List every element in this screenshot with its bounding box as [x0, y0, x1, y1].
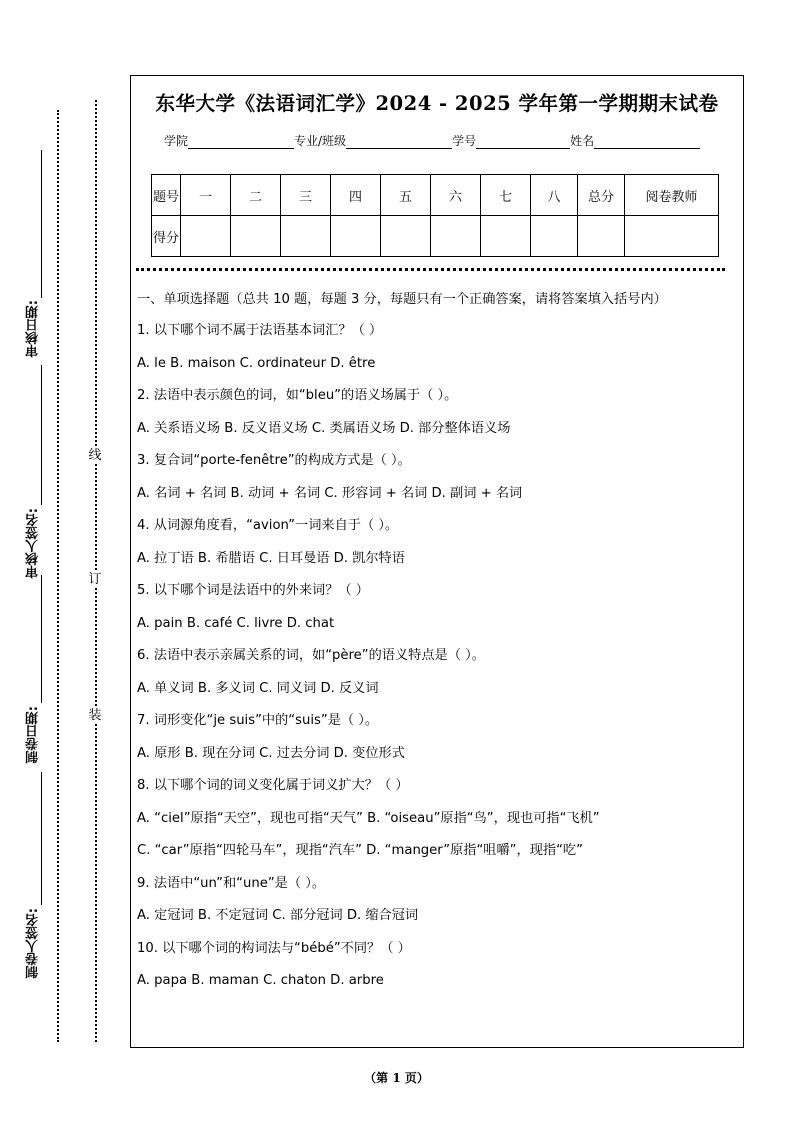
question-4-options: A. 拉丁语 B. 希腊语 C. 日耳曼语 D. 凯尔特语 [137, 550, 405, 566]
score-col-header: 六 [431, 175, 481, 216]
score-cell[interactable] [331, 216, 381, 257]
score-col-header: 四 [331, 175, 381, 216]
question-1-options: A. le B. maison C. ordinateur D. être [137, 355, 376, 371]
binding-mark-zhuang: 装 [88, 708, 102, 723]
question-6-options: A. 单义词 B. 多义词 C. 同义词 D. 反义词 [137, 680, 379, 696]
score-table-row-label: 得分 [152, 216, 181, 257]
binding-mark-ding: 订 [88, 572, 102, 587]
score-col-header: 三 [281, 175, 331, 216]
page-number: （第 1 页） [364, 1071, 429, 1085]
score-table-score-row [152, 216, 719, 257]
name-label: 姓名 [570, 134, 595, 148]
reviewer-date-label: 审核日期: [26, 300, 41, 358]
question-1: 1. 以下哪个词不属于法语基本词汇？（ ） [137, 323, 383, 338]
score-cell[interactable] [531, 216, 578, 257]
college-blank[interactable] [188, 136, 294, 149]
question-4: 4. 从词源角度看，“avion”一词来自于（ ）。 [137, 518, 399, 533]
score-cell-grader[interactable] [625, 216, 719, 257]
inner-dotted-binding-line [95, 100, 97, 1042]
question-3: 3. 复合词“porte-fenêtre”的构成方式是（ ）。 [137, 453, 411, 468]
question-10-options: A. papa B. maman C. chaton D. arbre [137, 973, 384, 988]
score-table [151, 174, 719, 257]
maker-signature-label: 制卷人签名: [26, 908, 41, 979]
question-8-options-cd: C. “car”原指“四轮马车”，现指“汽车” D. “manger”原指“咀嚼”，现指“吃” [137, 843, 583, 858]
question-9-options: A. 定冠词 B. 不定冠词 C. 部分冠词 D. 缩合冠词 [137, 908, 419, 923]
student-info-row [164, 132, 700, 149]
reviewer-signature-line [41, 365, 42, 505]
score-col-header: 七 [481, 175, 531, 216]
exam-title: 东华大学《法语词汇学》2024 - 2025 学年第一学期期末试卷 [155, 92, 719, 115]
maker-date-label: 制卷日期: [26, 706, 41, 764]
college-label: 学院 [164, 134, 189, 148]
name-blank[interactable] [594, 136, 700, 149]
reviewer-date-line [41, 150, 42, 298]
section-1-heading: 一、单项选择题（总共 10 题，每题 3 分，每题只有一个正确答案，请将答案填入括号内） [137, 292, 667, 307]
score-col-header: 五 [381, 175, 431, 216]
outer-dotted-binding-line [57, 110, 59, 1042]
score-col-header: 一 [181, 175, 231, 216]
major-blank[interactable] [346, 136, 452, 149]
question-7-options: A. 原形 B. 现在分词 C. 过去分词 D. 变位形式 [137, 745, 405, 761]
binding-mark-line: 线 [88, 448, 102, 463]
score-col-header-total: 总分 [578, 175, 625, 216]
student-id-label: 学号 [452, 134, 477, 148]
dotted-separator [136, 268, 725, 271]
score-cell[interactable] [431, 216, 481, 257]
score-cell[interactable] [381, 216, 431, 257]
score-col-header-grader: 阅卷教师 [625, 175, 719, 216]
score-cell-total[interactable] [578, 216, 625, 257]
question-5: 5. 以下哪个词是法语中的外来词？（ ） [137, 583, 369, 598]
question-6: 6. 法语中表示亲属关系的词，如“père”的语义特点是（ ）。 [137, 648, 485, 663]
question-2: 2. 法语中表示颜色的词，如“bleu”的语义场属于（ ）。 [137, 388, 458, 403]
score-table-header-row [152, 175, 719, 216]
exam-frame [130, 75, 744, 1048]
section-1 [137, 290, 737, 1004]
score-table-row-label: 题号 [152, 175, 181, 216]
score-cell[interactable] [281, 216, 331, 257]
question-9: 9. 法语中“un”和“une”是（ ）。 [137, 875, 326, 891]
question-7: 7. 词形变化“je suis”中的“suis”是（ ）。 [137, 713, 379, 728]
score-col-header: 二 [231, 175, 281, 216]
score-cell[interactable] [181, 216, 231, 257]
question-8-options-ab: A. “ciel”原指“天空”，现也可指“天气” B. “oiseau”原指“鸟”，现也可指“飞机” [137, 810, 600, 826]
score-cell[interactable] [231, 216, 281, 257]
question-5-options: A. pain B. café C. livre D. chat [137, 615, 335, 631]
major-label: 专业/班级 [294, 134, 347, 148]
maker-signature-line [41, 772, 42, 905]
question-2-options: A. 关系语义场 B. 反义语义场 C. 类属语义场 D. 部分整体语义场 [137, 420, 511, 436]
question-10: 10. 以下哪个词的构词法与“bébé”不同？（ ） [137, 940, 411, 956]
student-id-blank[interactable] [476, 136, 570, 149]
question-3-options: A. 名词 + 名词 B. 动词 + 名词 C. 形容词 + 名词 D. 副词 + 名词 [137, 485, 523, 501]
reviewer-signature-label: 审核人签名: [26, 508, 41, 579]
question-8: 8. 以下哪个词的词义变化属于词义扩大？（ ） [137, 778, 409, 793]
maker-date-line [41, 575, 42, 703]
score-cell[interactable] [481, 216, 531, 257]
score-col-header: 八 [531, 175, 578, 216]
